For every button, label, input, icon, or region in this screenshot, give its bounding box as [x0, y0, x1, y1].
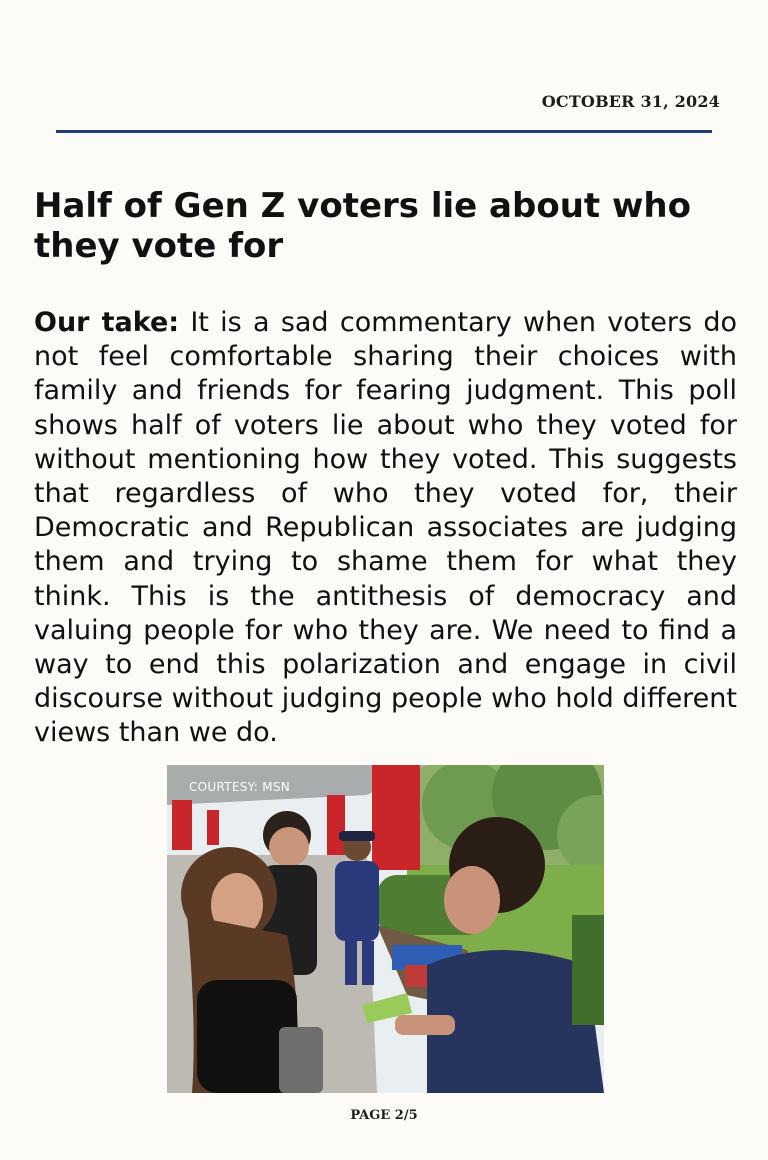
- article-photo: [167, 765, 604, 1093]
- our-take-label: Our take:: [34, 307, 180, 338]
- photo-credit: COURTESY: MSN: [189, 780, 291, 794]
- page-number: PAGE 2/5: [350, 1108, 418, 1123]
- article-title: Half of Gen Z voters lie about who they vote for: [34, 186, 691, 266]
- issue-date: OCTOBER 31, 2024: [541, 92, 720, 111]
- header-divider: [56, 130, 712, 133]
- photo-illustration: [167, 765, 604, 1093]
- article-body-text: It is a sad commentary when voters do not feel comfortable sharing their choices with family and friends for fearing judgment. This poll shows half of voters lie about who they voted for without mentioning how they voted. This suggests that regardless of who they voted for, their Democratic and Republican associates are judging them and trying to shame them for what they think. This is the antithesis of democracy and valuing people for who they are. We need to find a way to end this polarization and engage in civil discourse without judging people who hold different views than we do.: [34, 307, 738, 749]
- article-body: [34, 306, 737, 751]
